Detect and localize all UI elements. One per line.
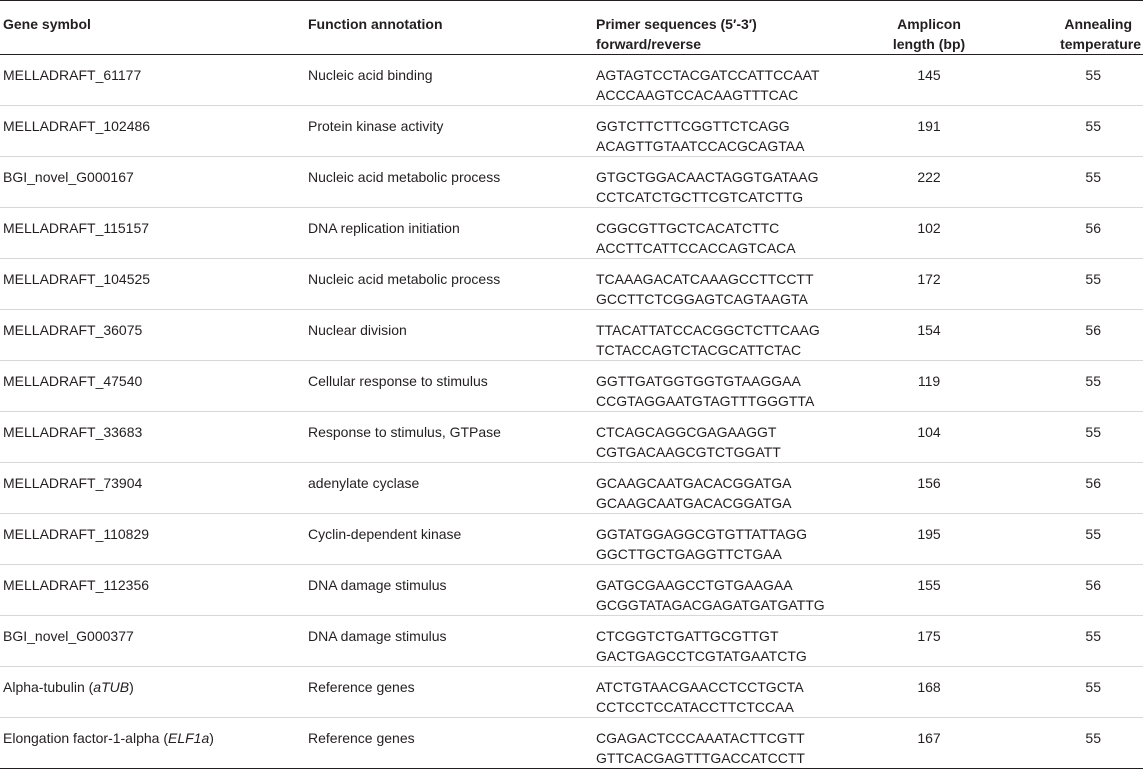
cell-amplicon [856, 565, 1002, 616]
gene-symbol: MELLADRAFT_115157 [3, 220, 150, 236]
gene-symbol: MELLADRAFT_47540 [3, 373, 143, 389]
cell-annealing [1002, 616, 1143, 667]
gene-symbol: MELLADRAFT_112356 [3, 577, 150, 593]
cell-gene-symbol [0, 310, 305, 361]
header-gene-label: Gene symbol [3, 16, 91, 32]
header-amplicon-line2: length (bp) [892, 36, 966, 52]
cell-function [305, 616, 593, 667]
cell-annealing [1002, 463, 1143, 514]
primer-forward: CGGCGTTGCTCACATCTTC [596, 220, 780, 236]
primer-forward: GGTCTTCTTCGGTTCTCAGG [596, 118, 790, 134]
cell-annealing [1002, 259, 1143, 310]
function-annotation: Reference genes [308, 679, 415, 695]
function-annotation: Nucleic acid metabolic process [308, 169, 501, 185]
primer-reverse: GCGGTATAGACGAGATGATGATTG [596, 597, 825, 613]
cell-gene-symbol [0, 55, 305, 106]
gene-name: Elongation factor-1-alpha ( [3, 730, 168, 746]
primer-reverse: CGTGACAAGCGTCTGGATT [596, 444, 781, 460]
function-annotation: Protein kinase activity [308, 118, 444, 134]
table-row [0, 106, 1143, 157]
cell-amplicon [856, 361, 1002, 412]
cell-amplicon [856, 259, 1002, 310]
table-row [0, 514, 1143, 565]
cell-function [305, 514, 593, 565]
amplicon-length: 168 [917, 679, 941, 695]
cell-amplicon [856, 208, 1002, 259]
cell-amplicon [856, 718, 1002, 769]
cell-annealing [1002, 565, 1143, 616]
cell-gene-symbol [0, 616, 305, 667]
primer-forward: CGAGACTCCCAAATACTTCGTT [596, 730, 805, 746]
header-amplicon [856, 1, 1002, 55]
primer-forward: CTCGGTCTGATTGCGTTGT [596, 628, 779, 644]
table-row [0, 667, 1143, 718]
cell-primers [593, 208, 856, 259]
annealing-temperature: 56 [1085, 322, 1101, 338]
header-annealing-line2: temperature [1060, 36, 1141, 52]
primer-forward: GATGCGAAGCCTGTGAAGAA [596, 577, 793, 593]
primer-forward: GTGCTGGACAACTAGGTGATAAG [596, 169, 819, 185]
gene-symbol: MELLADRAFT_36075 [3, 322, 143, 338]
table-row [0, 55, 1143, 106]
primer-reverse: GCAAGCAATGACACGGATGA [596, 495, 792, 511]
gene-abbreviation: aTUB [93, 679, 130, 695]
function-annotation: DNA damage stimulus [308, 628, 447, 644]
function-annotation: Cyclin-dependent kinase [308, 526, 462, 542]
amplicon-length: 102 [917, 220, 941, 236]
cell-function [305, 55, 593, 106]
cell-gene-symbol [0, 361, 305, 412]
header-amplicon-line1: Amplicon [897, 16, 961, 32]
cell-primers [593, 514, 856, 565]
function-annotation: DNA replication initiation [308, 220, 460, 236]
cell-annealing [1002, 361, 1143, 412]
cell-gene-symbol [0, 565, 305, 616]
cell-gene-symbol [0, 208, 305, 259]
cell-annealing [1002, 667, 1143, 718]
cell-primers [593, 106, 856, 157]
annealing-temperature: 55 [1085, 118, 1101, 134]
cell-amplicon [856, 667, 1002, 718]
gene-symbol: MELLADRAFT_104525 [3, 271, 151, 287]
cell-primers [593, 565, 856, 616]
function-annotation: Nuclear division [308, 322, 407, 338]
cell-amplicon [856, 55, 1002, 106]
cell-primers [593, 667, 856, 718]
primer-reverse: CCGTAGGAATGTAGTTTGGGTTA [596, 393, 815, 409]
primer-forward: GCAAGCAATGACACGGATGA [596, 475, 792, 491]
annealing-temperature: 55 [1085, 526, 1101, 542]
function-annotation: Nucleic acid metabolic process [308, 271, 501, 287]
cell-annealing [1002, 106, 1143, 157]
header-primer-line1: Primer sequences (5′-3′) [596, 16, 757, 32]
primer-forward: GGTATGGAGGCGTGTTATTAGG [596, 526, 808, 542]
amplicon-length: 222 [917, 169, 941, 185]
annealing-temperature: 55 [1085, 730, 1101, 746]
annealing-temperature: 55 [1085, 424, 1101, 440]
primer-forward: TTACATTATCCACGGCTCTTCAAG [596, 322, 820, 338]
amplicon-length: 104 [917, 424, 941, 440]
table-body [0, 55, 1143, 769]
table-row [0, 361, 1143, 412]
cell-annealing [1002, 208, 1143, 259]
cell-primers [593, 259, 856, 310]
cell-annealing [1002, 55, 1143, 106]
amplicon-length: 154 [917, 322, 941, 338]
gene-name-suffix: ) [209, 730, 214, 746]
header-primer [593, 1, 856, 55]
function-annotation: DNA damage stimulus [308, 577, 447, 593]
cell-amplicon [856, 616, 1002, 667]
cell-gene-symbol [0, 514, 305, 565]
cell-gene-symbol [0, 259, 305, 310]
table-row [0, 412, 1143, 463]
gene-symbol: MELLADRAFT_33683 [3, 424, 143, 440]
gene-symbol: BGI_novel_G000377 [3, 628, 134, 644]
primer-forward: TCAAAGACATCAAAGCCTTCCTT [596, 271, 814, 287]
primer-reverse: GACTGAGCCTCGTATGAATCTG [596, 648, 807, 664]
cell-function [305, 718, 593, 769]
cell-amplicon [856, 310, 1002, 361]
cell-function [305, 157, 593, 208]
cell-primers [593, 55, 856, 106]
primer-reverse: GGCTTGCTGAGGTTCTGAA [596, 546, 782, 562]
cell-function [305, 361, 593, 412]
cell-amplicon [856, 157, 1002, 208]
header-function-label: Function annotation [308, 16, 443, 32]
table-row [0, 208, 1143, 259]
amplicon-length: 156 [917, 475, 941, 491]
cell-function [305, 106, 593, 157]
cell-gene-symbol [0, 106, 305, 157]
cell-amplicon [856, 514, 1002, 565]
cell-primers [593, 412, 856, 463]
function-annotation: Response to stimulus, GTPase [308, 424, 501, 440]
annealing-temperature: 56 [1085, 475, 1101, 491]
gene-abbreviation: ELF1a [168, 730, 210, 746]
cell-primers [593, 310, 856, 361]
table-row [0, 310, 1143, 361]
amplicon-length: 191 [917, 118, 941, 134]
table-row [0, 565, 1143, 616]
primer-reverse: ACAGTTGTAATCCACGCAGTAA [596, 138, 805, 154]
cell-function [305, 565, 593, 616]
annealing-temperature: 56 [1085, 577, 1101, 593]
gene-name: Alpha-tubulin ( [3, 679, 94, 695]
gene-symbol: MELLADRAFT_102486 [3, 118, 151, 134]
gene-symbol: MELLADRAFT_61177 [3, 67, 142, 83]
primer-reverse: GCCTTCTCGGAGTCAGTAAGTA [596, 291, 808, 307]
cell-amplicon [856, 412, 1002, 463]
amplicon-length: 155 [917, 577, 941, 593]
amplicon-length: 195 [917, 526, 941, 542]
primer-forward: CTCAGCAGGCGAGAAGGT [596, 424, 777, 440]
amplicon-length: 172 [917, 271, 941, 287]
annealing-temperature: 55 [1085, 679, 1101, 695]
amplicon-length: 145 [917, 67, 941, 83]
table-row [0, 616, 1143, 667]
primer-forward: GGTTGATGGTGGTGTAAGGAA [596, 373, 801, 389]
primer-reverse: CCTCATCTGCTTCGTCATCTTG [596, 189, 804, 205]
table-header [0, 1, 1143, 55]
cell-primers [593, 718, 856, 769]
header-gene-symbol [0, 1, 305, 55]
annealing-temperature: 55 [1085, 373, 1101, 389]
header-annealing-line1: Annealing [1064, 16, 1132, 32]
cell-function [305, 208, 593, 259]
cell-gene-symbol [0, 412, 305, 463]
annealing-temperature: 56 [1085, 220, 1101, 236]
gene-name-suffix: ) [129, 679, 134, 695]
primer-reverse: CCTCCTCCATACCTTCTCCAA [596, 699, 794, 715]
gene-symbol: MELLADRAFT_73904 [3, 475, 143, 491]
primer-forward: ATCTGTAACGAACCTCCTGCTA [596, 679, 804, 695]
cell-primers [593, 463, 856, 514]
cell-gene-symbol [0, 718, 305, 769]
annealing-temperature: 55 [1085, 169, 1101, 185]
cell-function [305, 667, 593, 718]
header-primer-line2: forward/reverse [596, 36, 702, 52]
cell-primers [593, 157, 856, 208]
function-annotation: Nucleic acid binding [308, 67, 433, 83]
cell-primers [593, 616, 856, 667]
primer-reverse: TCTACCAGTCTACGCATTCTAC [596, 342, 802, 358]
cell-annealing [1002, 514, 1143, 565]
primer-reverse: ACCCAAGTCCACAAGTTTCAC [596, 87, 799, 103]
amplicon-length: 167 [917, 730, 941, 746]
cell-gene-symbol [0, 667, 305, 718]
table-row [0, 718, 1143, 769]
gene-symbol: MELLADRAFT_110829 [3, 526, 150, 542]
annealing-temperature: 55 [1085, 628, 1101, 644]
amplicon-length: 119 [917, 373, 941, 389]
table-row [0, 463, 1143, 514]
cell-function [305, 463, 593, 514]
cell-primers [593, 361, 856, 412]
cell-amplicon [856, 106, 1002, 157]
cell-amplicon [856, 463, 1002, 514]
cell-gene-symbol [0, 463, 305, 514]
cell-function [305, 259, 593, 310]
header-function [305, 1, 593, 55]
header-annealing [1002, 1, 1143, 55]
annealing-temperature: 55 [1085, 271, 1101, 287]
function-annotation: adenylate cyclase [308, 475, 420, 491]
cell-annealing [1002, 157, 1143, 208]
cell-annealing [1002, 310, 1143, 361]
table-row [0, 157, 1143, 208]
cell-gene-symbol [0, 157, 305, 208]
gene-symbol: BGI_novel_G000167 [3, 169, 134, 185]
cell-annealing [1002, 412, 1143, 463]
primer-reverse: GTTCACGAGTTTGACCATCCTT [596, 750, 805, 766]
annealing-temperature: 55 [1085, 67, 1101, 83]
cell-function [305, 412, 593, 463]
amplicon-length: 175 [917, 628, 941, 644]
function-annotation: Reference genes [308, 730, 415, 746]
cell-function [305, 310, 593, 361]
primer-reverse: ACCTTCATTCCACCAGTCACA [596, 240, 796, 256]
table-row [0, 259, 1143, 310]
cell-annealing [1002, 718, 1143, 769]
primer-forward: AGTAGTCCTACGATCCATTCCAAT [596, 67, 820, 83]
function-annotation: Cellular response to stimulus [308, 373, 488, 389]
